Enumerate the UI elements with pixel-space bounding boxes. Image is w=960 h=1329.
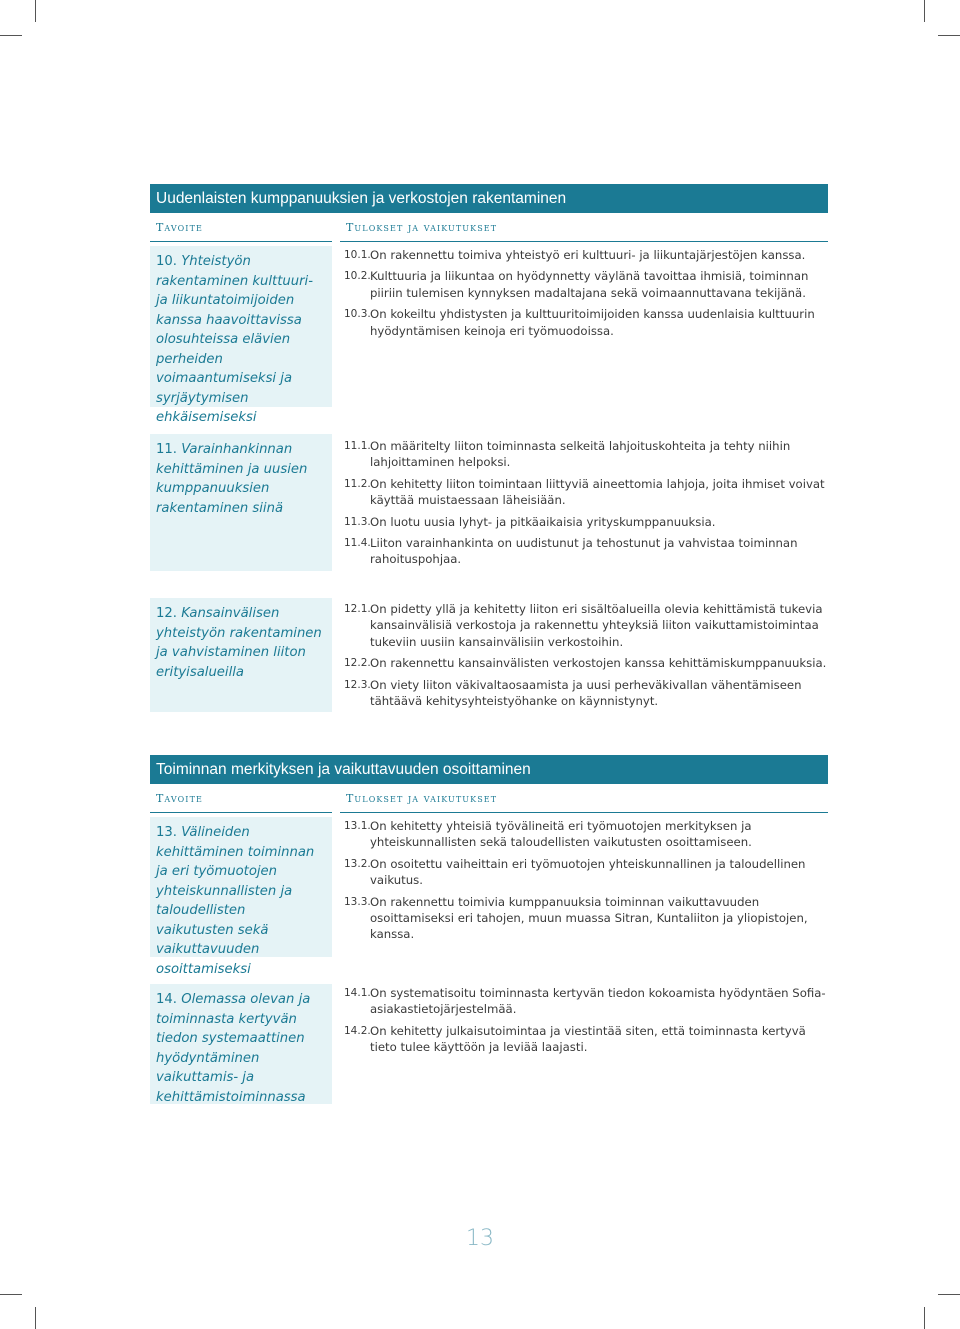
list-item [344, 247, 828, 263]
column-headers [150, 784, 828, 814]
result-text: On kehitetty liiton toimintaan liittyviä aineettomia lahjoja, joita ihmiset voivat käyttää muistaessaan läheisiään. [370, 476, 825, 508]
result-number: 11.1. [344, 440, 371, 452]
crop-mark [35, 1307, 36, 1329]
result-text: On pidetty yllä ja kehitetty liiton eri sisältöalueilla olevia kehittämistä tukevia kansainvälisiä verkostoja ja rakennettu yhteyksiä liiton vaikuttamistoimintaa tukeviin uusiin kansainvälisiin verkostoihin. [370, 602, 823, 649]
divider [150, 812, 332, 813]
result-text: On kehitetty yhteisiä työvälineitä eri työmuotojen merkityksen ja yhteiskunnallisten sekä taloudellisten vaikutusten osoittamiseen. [370, 819, 752, 850]
result-number: 12.2. [344, 657, 371, 670]
crop-mark [924, 0, 925, 22]
list-item [344, 268, 828, 301]
result-number: 13.1. [344, 820, 371, 832]
goal-number: 11. [156, 442, 177, 457]
section-title: Toiminnan merkityksen ja vaikuttavuuden osoittaminen [150, 755, 828, 784]
section-title: Uudenlaisten kumppanuuksien ja verkostojen rakentaminen [150, 184, 828, 213]
list-item [344, 655, 828, 671]
results-list [344, 985, 828, 1061]
results-list [344, 247, 828, 344]
results-column-header: Tulokset ja vaikutukset [346, 792, 498, 805]
crop-mark [0, 1294, 22, 1295]
list-item [344, 894, 828, 943]
crop-mark [924, 1307, 925, 1329]
result-text: On rakennettu toimivia kumppanuuksia toiminnan vaikuttavuuden osoittamiseksi eri tahojen, muun muassa Sitran, Kuntaliiton ja yliopistojen, kanssa. [370, 894, 808, 942]
section-header-2 [150, 755, 828, 814]
result-number: 12.1. [344, 603, 371, 615]
page-number: 13 [466, 1226, 494, 1251]
goal-number: 10. [156, 254, 177, 269]
divider [340, 241, 828, 242]
list-item [344, 476, 828, 509]
list-item [344, 438, 828, 471]
result-number: 10.1. [344, 249, 371, 261]
goal-column-header: Tavoite [156, 221, 203, 234]
crop-mark [0, 35, 22, 36]
list-item [344, 514, 828, 530]
result-number: 10.2. [344, 270, 371, 283]
list-item [344, 818, 828, 851]
goal-box [150, 817, 332, 977]
list-item [344, 1023, 828, 1056]
goal-text: Yhteistyön rakentaminen kulttuuri- ja liikuntatoimijoiden kanssa haavoittavissa olosuhteissa elävien perheiden voimaantumiseksi ja syrjäytymisen ehkäisemiseksi [156, 254, 313, 425]
result-number: 12.3. [344, 678, 371, 691]
list-item [344, 677, 828, 710]
divider [340, 812, 828, 813]
results-list [344, 601, 828, 714]
result-number: 14.1. [344, 987, 371, 999]
list-item [344, 601, 828, 650]
goal-text: Kansainvälisen yhteistyön rakentaminen ja vahvistaminen liiton erityisalueilla [156, 606, 322, 680]
result-text: On systematisoitu toiminnasta kertyvän tiedon kokoamista hyödyntäen Sofia-asiakastietojärjestelmää. [370, 986, 826, 1017]
goal-box [150, 434, 332, 571]
result-text: On osoitettu vaiheittain eri työmuotojen yhteiskunnallinen ja taloudellinen vaikutus. [370, 856, 806, 888]
results-list [344, 818, 828, 948]
goal-box [150, 984, 332, 1104]
result-text: On rakennettu toimiva yhteistyö eri kulttuuri- ja liikuntajärjestöjen kanssa. [370, 248, 806, 262]
result-text: On viety liiton väkivaltaosaamista ja uusi perheväkivallan vähentämiseen tähtäävä kehitysyhteistyöhanke on käynnistynyt. [370, 677, 802, 709]
list-item [344, 535, 828, 568]
goal-text: Varainhankinnan kehittäminen ja uusien kumppanuuksien rakentaminen siinä [156, 442, 308, 516]
crop-mark [938, 35, 960, 36]
result-number: 11.4. [344, 537, 371, 550]
goal-number: 14. [156, 992, 177, 1007]
goal-text: Välineiden kehittäminen toiminnan ja eri työmuotojen yhteiskunnallisten ja taloudellisten vaikutusten sekä vaikuttavuuden osoittamiseksi [156, 825, 315, 977]
result-number: 14.2. [344, 1024, 371, 1037]
result-number: 11.2. [344, 477, 371, 490]
goal-box [150, 246, 332, 425]
goal-box [150, 598, 332, 712]
list-item [344, 306, 828, 339]
result-text: On määritelty liiton toiminnasta selkeitä lahjoituskohteita ja tehty niihin lahjoittaminen helpoksi. [370, 439, 791, 470]
result-number: 13.2. [344, 857, 371, 870]
list-item [344, 856, 828, 889]
results-list [344, 438, 828, 573]
result-text: On rakennettu kansainvälisten verkostojen kanssa kehittämiskumppanuuksia. [370, 656, 827, 671]
goal-number: 12. [156, 606, 177, 621]
list-item [344, 985, 828, 1018]
section-header-1 [150, 184, 828, 243]
crop-mark [35, 0, 36, 22]
result-text: Liiton varainhankinta on uudistunut ja tehostunut ja vahvistaa toiminnan rahoituspohjaa. [370, 536, 798, 567]
column-headers [150, 213, 828, 243]
goal-column-header: Tavoite [156, 792, 203, 805]
divider [150, 241, 332, 242]
result-number: 11.3. [344, 515, 371, 528]
result-number: 13.3. [344, 895, 371, 908]
result-text: On luotu uusia lyhyt- ja pitkäaikaisia yrityskumppanuuksia. [370, 514, 716, 529]
goal-number: 13. [156, 825, 177, 840]
result-text: On kehitetty julkaisutoimintaa ja viestintää siten, että toiminnasta kertyvä tieto tulee käyttöön ja leviää laajasti. [370, 1023, 806, 1055]
results-column-header: Tulokset ja vaikutukset [346, 221, 498, 234]
result-text: On kokeiltu yhdistysten ja kulttuuritoimijoiden kanssa uudenlaisia kulttuurin hyödyntämisen keinoja eri työmuodoissa. [370, 307, 815, 338]
result-text: Kulttuuria ja liikuntaa on hyödynnetty väylänä tavoittaa ihmisiä, toiminnan piiriin tulemisen kynnyksen madaltajana sekä voimaannuttavana tekijänä. [370, 269, 809, 300]
goal-text: Olemassa olevan ja toiminnasta kertyvän tiedon systemaattinen hyödyntäminen vaikuttamis- ja kehittämistoiminnassa [156, 992, 311, 1105]
crop-mark [938, 1294, 960, 1295]
result-number: 10.3. [344, 308, 371, 321]
